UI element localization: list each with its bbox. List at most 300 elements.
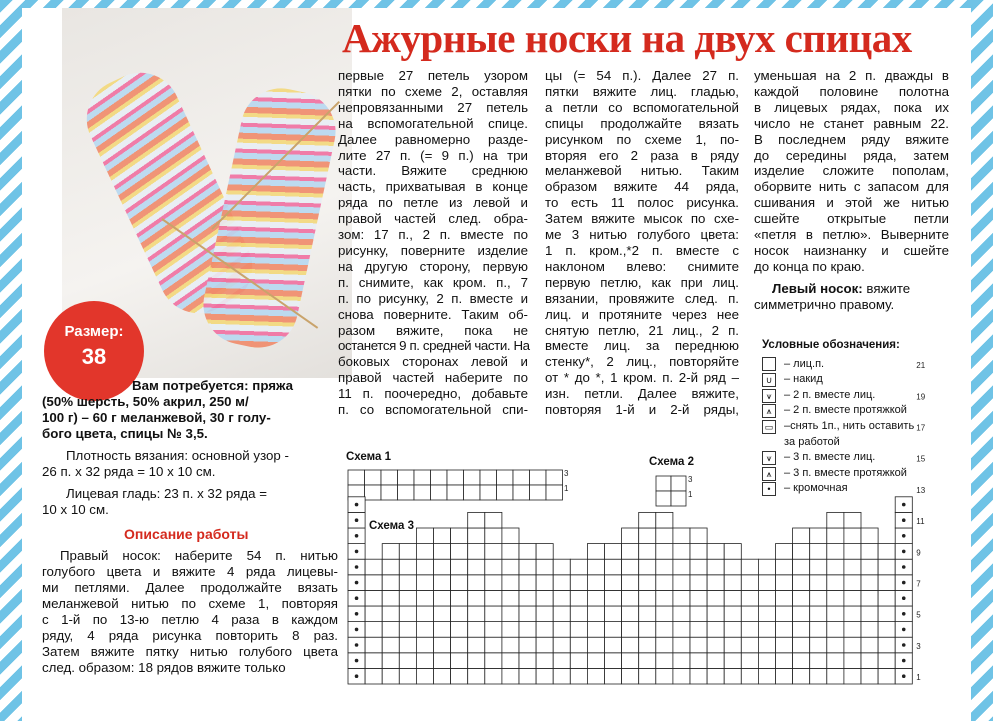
schema3-cell	[570, 575, 587, 591]
schema3-cell	[878, 653, 895, 669]
schema3-cell	[639, 559, 656, 575]
row-number: 13	[916, 485, 926, 495]
schema3-cell	[605, 668, 622, 684]
schema3-cell	[793, 653, 810, 669]
schema3-cell	[639, 528, 656, 544]
schema3-cell	[399, 544, 416, 560]
schema3-cell	[861, 653, 878, 669]
edge-stitch-dot	[355, 550, 359, 554]
schema3-cell	[895, 653, 912, 669]
schema3-cell	[810, 544, 827, 560]
schema3-cell	[724, 653, 741, 669]
edge-stitch-dot	[355, 565, 359, 569]
schema3-cell	[741, 590, 758, 606]
schema3-cell	[656, 606, 673, 622]
edge-stitch-dot	[902, 581, 906, 585]
schema3-cell	[382, 606, 399, 622]
text-line: изн. петли. Далее вяжите,	[545, 386, 739, 402]
column-2	[338, 68, 528, 418]
schema3-cell	[776, 590, 793, 606]
text-line: «петля в петлю». Выверните	[754, 227, 949, 243]
schema3-cell	[502, 559, 519, 575]
text-line: правой частей наберите по	[338, 370, 528, 386]
schema3-cell	[707, 590, 724, 606]
text-line: В последнем ряду вяжите	[754, 131, 949, 147]
schema3-cell	[690, 590, 707, 606]
schema3-cell	[451, 606, 468, 622]
schema3-cell	[468, 622, 485, 638]
schema3-cell	[844, 637, 861, 653]
schema3-cell	[639, 575, 656, 591]
schema3-cell	[348, 637, 365, 653]
text-line: след. образом: 18 рядов вяжите только	[42, 660, 286, 675]
schema3-cell	[605, 559, 622, 575]
decorative-border-left	[0, 0, 22, 721]
schema3-cell	[741, 668, 758, 684]
schema1-cell	[530, 485, 547, 500]
schema3-cell	[553, 575, 570, 591]
schema3-cell	[399, 606, 416, 622]
schema1-cell	[431, 470, 448, 485]
schema3-cell	[605, 590, 622, 606]
schema3-cell	[793, 637, 810, 653]
edge-stitch-dot	[355, 534, 359, 538]
schema3-cell	[656, 622, 673, 638]
schema3-cell	[416, 637, 433, 653]
schema3-cell	[844, 528, 861, 544]
schema3-cell	[776, 622, 793, 638]
text-line: останется 9 п. средней части. На	[338, 338, 530, 354]
schema3-cell	[639, 637, 656, 653]
gauge-line: Плотность вязания: основной узор -	[66, 448, 289, 463]
text-line: пятки вяжите лиц. гладью,	[545, 83, 739, 99]
row-number: 9	[916, 548, 921, 558]
schema3-cell	[536, 606, 553, 622]
schema3-cell	[399, 559, 416, 575]
legend-symbol: ∪	[762, 373, 776, 387]
schema3-cell	[656, 559, 673, 575]
legend-label: – 3 п. вместе лиц.	[784, 451, 876, 464]
text-line: ми петлями. Далее продолжайте вязать	[42, 580, 338, 595]
text-line: уменьшая на 2 п. дважды в	[754, 68, 949, 83]
edge-stitch-dot	[902, 596, 906, 600]
schema3-cell	[639, 653, 656, 669]
text-line: голубого цвета и вяжите 4 ряда лицевы-	[42, 564, 338, 579]
edge-stitch-dot	[902, 612, 906, 616]
schema3-cell	[502, 637, 519, 653]
schema3-cell	[673, 575, 690, 591]
schema3-cell	[451, 637, 468, 653]
schema3-cell	[365, 668, 382, 684]
schema3-cell	[382, 590, 399, 606]
schema3-cell	[844, 512, 861, 528]
row-number: 3	[916, 641, 921, 651]
schema3-cell	[895, 497, 912, 513]
schema1-cell	[348, 485, 365, 500]
schema3-cell	[553, 637, 570, 653]
text-line: спицы продолжайте вязать	[545, 115, 739, 131]
schema3-cell	[485, 512, 502, 528]
schema3-cell	[844, 668, 861, 684]
edge-stitch-dot	[902, 503, 906, 507]
schema3-cell	[776, 606, 793, 622]
schema3-cell	[690, 637, 707, 653]
schema3-cell	[758, 637, 775, 653]
schema3-cell	[758, 606, 775, 622]
schema3-cell	[468, 544, 485, 560]
schema3-cell	[673, 544, 690, 560]
column-3	[545, 68, 739, 418]
schema3-cell	[844, 575, 861, 591]
edge-stitch-dot	[355, 643, 359, 647]
edge-stitch-dot	[355, 596, 359, 600]
row-number: 5	[916, 610, 921, 620]
edge-stitch-dot	[902, 550, 906, 554]
schema3-cell	[793, 622, 810, 638]
schema3-cell	[793, 606, 810, 622]
schema3-cell	[622, 528, 639, 544]
text-line: на другую сторону, первую	[338, 258, 528, 274]
text-line: оборвите нить с запасом для	[754, 179, 949, 195]
schema3-cell	[348, 606, 365, 622]
row-number: 15	[916, 454, 926, 464]
schema3-cell	[639, 606, 656, 622]
size-value: 38	[81, 344, 107, 369]
row-number: 1	[916, 673, 921, 683]
legend-item	[762, 450, 914, 466]
schema3-cell	[878, 575, 895, 591]
schema3-cell	[656, 668, 673, 684]
text-line: стенку*, 2 лиц., повторяйте	[545, 354, 739, 370]
schema3-cell	[587, 637, 604, 653]
schema3-cell	[810, 653, 827, 669]
legend-label: – накид	[784, 373, 823, 386]
text-line: пятки по схеме 2, оставляя	[338, 83, 528, 99]
schema2-cell	[671, 476, 686, 491]
legend-item	[762, 388, 914, 404]
schema3-cell	[776, 653, 793, 669]
text-line: снова поверните. Таким об-	[338, 306, 528, 322]
text-line: на вспомогательной спице.	[338, 115, 528, 131]
schema3-cell	[758, 590, 775, 606]
schema3-cell	[348, 668, 365, 684]
schema3-cell	[587, 622, 604, 638]
schema3-cell	[382, 668, 399, 684]
schema3-cell	[878, 544, 895, 560]
schema3-cell	[365, 590, 382, 606]
edge-stitch-dot	[355, 503, 359, 507]
legend-symbol	[762, 357, 776, 371]
schema3-cell	[656, 590, 673, 606]
schema3-cell	[536, 544, 553, 560]
legend-item	[762, 481, 914, 497]
schema3-cell	[485, 575, 502, 591]
schema3-cell	[587, 559, 604, 575]
text-line: п. снимите, как кром. п., 7	[338, 274, 528, 290]
page-title: Ажурные носки на двух спицах	[342, 15, 912, 61]
left-sock-text-2: симметрично правому.	[754, 296, 895, 312]
schema3-cell	[365, 559, 382, 575]
magazine-page	[24, 6, 969, 721]
text-line: Затем вяжите мысок по схе-	[545, 211, 739, 227]
schema3-cell	[793, 544, 810, 560]
schema3-cell	[827, 590, 844, 606]
schema3-cell	[724, 544, 741, 560]
schema3-cell	[827, 622, 844, 638]
schema1-cell	[398, 485, 415, 500]
schema3-cell	[570, 668, 587, 684]
schema3-cell	[382, 544, 399, 560]
schema3-cell	[502, 653, 519, 669]
gauge-line: 26 п. х 32 ряда = 10 х 10 см.	[42, 464, 216, 479]
row-number: 21	[916, 361, 926, 371]
text-line: снятую петлю, 21 лиц., 2 п.	[545, 322, 739, 338]
legend-label: – 3 п. вместе протяжкой	[784, 466, 907, 479]
legend-item	[762, 435, 914, 451]
schema3-cell	[724, 637, 741, 653]
text-line: меланжевой нитью по схеме 1, повторяя	[42, 596, 338, 611]
schema3-cell	[707, 637, 724, 653]
edge-stitch-dot	[902, 628, 906, 632]
schema3-cell	[382, 622, 399, 638]
schema3-cell	[434, 606, 451, 622]
schema3-cell	[485, 528, 502, 544]
schema3-cell	[434, 622, 451, 638]
schema3-cell	[861, 544, 878, 560]
row-number: 3	[564, 469, 569, 478]
schema3-cell	[553, 606, 570, 622]
schema3-cell	[741, 653, 758, 669]
edge-stitch-dot	[355, 612, 359, 616]
text-line: наклоном влево: снимите	[545, 258, 739, 274]
schema3-cell	[758, 653, 775, 669]
schema3-cell	[622, 544, 639, 560]
edge-stitch-dot	[902, 643, 906, 647]
schema3-cell	[707, 668, 724, 684]
schema3-cell	[878, 606, 895, 622]
text-line: сшейте открытые петли	[754, 211, 949, 227]
text-line: рисунком по схеме 1, по-	[545, 131, 739, 147]
schema2-cell	[656, 476, 671, 491]
schema3-cell	[793, 590, 810, 606]
edge-stitch-dot	[902, 674, 906, 678]
text-line: а петли со вспомогательной	[545, 99, 739, 115]
legend-item	[762, 403, 914, 419]
schema3-cell	[605, 606, 622, 622]
materials-line: 100 г) – 60 г меланжевой, 30 г голу-	[42, 410, 271, 425]
schema3-cell	[451, 559, 468, 575]
row-number: 17	[916, 423, 926, 433]
schema3-cell	[587, 668, 604, 684]
edge-stitch-dot	[902, 534, 906, 538]
schema3-cell	[416, 559, 433, 575]
schema3-cell	[895, 606, 912, 622]
schema3-cell	[844, 590, 861, 606]
schema3-cell	[758, 668, 775, 684]
schema3-cell	[776, 559, 793, 575]
schema3-cell	[895, 622, 912, 638]
schema3-cell	[434, 575, 451, 591]
schema3-cell	[553, 653, 570, 669]
schema3-cell	[348, 622, 365, 638]
schema3-cell	[519, 668, 536, 684]
schema3-cell	[365, 637, 382, 653]
schema1-cell	[546, 485, 563, 500]
schema3-cell	[485, 606, 502, 622]
schema3-cell	[502, 528, 519, 544]
text-line: первую петлю, как при лиц.	[545, 274, 739, 290]
schema3-cell	[656, 544, 673, 560]
schema3-cell	[365, 622, 382, 638]
text-line: цы (= 54 п.). Далее 27 п.	[545, 68, 739, 83]
legend-symbol: ⩛	[762, 389, 776, 403]
schema3-cell	[810, 637, 827, 653]
legend	[762, 338, 914, 497]
schema3-cell	[622, 559, 639, 575]
schema3-cell	[707, 653, 724, 669]
schema3-cell	[536, 668, 553, 684]
schema3-cell	[519, 559, 536, 575]
schema3-cell	[468, 559, 485, 575]
schema3-cell	[399, 668, 416, 684]
schema3-cell	[605, 637, 622, 653]
schema3-cell	[348, 559, 365, 575]
schema3-cell	[639, 512, 656, 528]
row-number: 7	[916, 579, 921, 589]
schema1-cell	[381, 485, 398, 500]
decorative-border-right	[971, 0, 993, 721]
schema3-cell	[434, 559, 451, 575]
edge-stitch-dot	[355, 518, 359, 522]
schema3-cell	[399, 575, 416, 591]
schema3-cell	[519, 590, 536, 606]
schema3-cell	[399, 637, 416, 653]
schema3-cell	[416, 528, 433, 544]
schema3-cell	[536, 653, 553, 669]
schema3-cell	[861, 528, 878, 544]
schema3-cell	[690, 544, 707, 560]
text-line: часть, прихватывая в конце	[338, 179, 528, 195]
schema3-cell	[451, 528, 468, 544]
schema3-cell	[673, 606, 690, 622]
text-line: от * до *, 1 кром. п. 2-й ряд –	[545, 370, 739, 386]
schema3-cell	[895, 544, 912, 560]
schema3-cell	[468, 575, 485, 591]
schema3-cell	[656, 653, 673, 669]
schema3-cell	[382, 653, 399, 669]
text-line: п. со вспомогательной спи-	[338, 402, 528, 418]
text-line: боковых сторонах левой и	[338, 354, 528, 370]
schema3-cell	[502, 575, 519, 591]
schema3-cell	[502, 622, 519, 638]
schema1-cell	[398, 470, 415, 485]
schema3-cell	[468, 606, 485, 622]
gauge-line: Лицевая гладь: 23 п. х 32 ряда =	[66, 486, 267, 501]
text-line: ряда по петле из левой и	[338, 195, 528, 211]
schema3-cell	[399, 622, 416, 638]
schema3-cell	[416, 575, 433, 591]
text-line: число не станет равным 22.	[754, 115, 949, 131]
schema3-cell	[673, 668, 690, 684]
schema3-cell	[434, 653, 451, 669]
schema3-cell	[468, 668, 485, 684]
schema3-cell	[468, 637, 485, 653]
schema3-cell	[690, 622, 707, 638]
schema3-cell	[724, 575, 741, 591]
left-sock-line	[754, 281, 949, 297]
schema3-cell	[776, 575, 793, 591]
work-heading: Описание работы	[124, 526, 249, 542]
schema3-cell	[776, 544, 793, 560]
legend-label: – 2 п. вместе протяжкой	[784, 404, 907, 417]
schema3-cell	[485, 622, 502, 638]
text-line: то есть 11 полос рисунка.	[545, 195, 739, 211]
schema3-cell	[861, 606, 878, 622]
schema1-cell	[464, 470, 481, 485]
row-number: 3	[688, 475, 693, 484]
schema3-cell	[724, 590, 741, 606]
schema3-cell	[741, 606, 758, 622]
schema3-cell	[895, 559, 912, 575]
schema3-cell	[861, 590, 878, 606]
text-line: лиц. и протяните через нее	[545, 306, 739, 322]
schema3-cell	[690, 575, 707, 591]
schema3-cell	[827, 559, 844, 575]
schema3-cell	[878, 622, 895, 638]
schema1-label: Схема 1	[346, 451, 392, 463]
schema3-cell	[673, 637, 690, 653]
text-line: сшивания и этой же нитью	[754, 195, 949, 211]
schema3-cell	[605, 575, 622, 591]
schema1-cell	[381, 470, 398, 485]
schema3-cell	[434, 637, 451, 653]
schema3-cell	[878, 668, 895, 684]
schema3-cell	[861, 575, 878, 591]
schema3-cell	[776, 637, 793, 653]
schema3-cell	[502, 668, 519, 684]
schema3-cell	[587, 606, 604, 622]
schema3-cell	[639, 590, 656, 606]
text-line: части. Вяжите среднюю	[338, 163, 528, 179]
schema3-cell	[758, 575, 775, 591]
schema3-cell	[793, 668, 810, 684]
text-line: ряду, 4 ряда рисунка повторить 8 раз.	[42, 628, 338, 643]
legend-label: – 2 п. вместе лиц.	[784, 388, 876, 401]
schema3-cell	[348, 575, 365, 591]
schema3-cell	[639, 544, 656, 560]
schema3-cell	[810, 668, 827, 684]
schema3-cell	[707, 559, 724, 575]
text-line: разом вяжите, пока не	[338, 322, 528, 338]
schema3-cell	[690, 606, 707, 622]
text-line: непровязанными 27 петель	[338, 99, 528, 115]
text-line: ме 3 нитью голубого цвета:	[545, 227, 739, 243]
schema1-cell	[365, 485, 382, 500]
legend-item	[762, 466, 914, 482]
schema3-cell	[690, 653, 707, 669]
text-line: 1 п. кром.,*2 п. вместе с	[545, 242, 739, 258]
schema3-label: Схема 3	[369, 520, 415, 532]
schema3-cell	[519, 653, 536, 669]
edge-stitch-dot	[355, 581, 359, 585]
schema3-cell	[451, 622, 468, 638]
schema3-cell	[758, 559, 775, 575]
schema1-cell	[348, 470, 365, 485]
schema3-cell	[707, 575, 724, 591]
schema3-cell	[622, 575, 639, 591]
schema3-cell	[382, 575, 399, 591]
schema3-cell	[485, 653, 502, 669]
